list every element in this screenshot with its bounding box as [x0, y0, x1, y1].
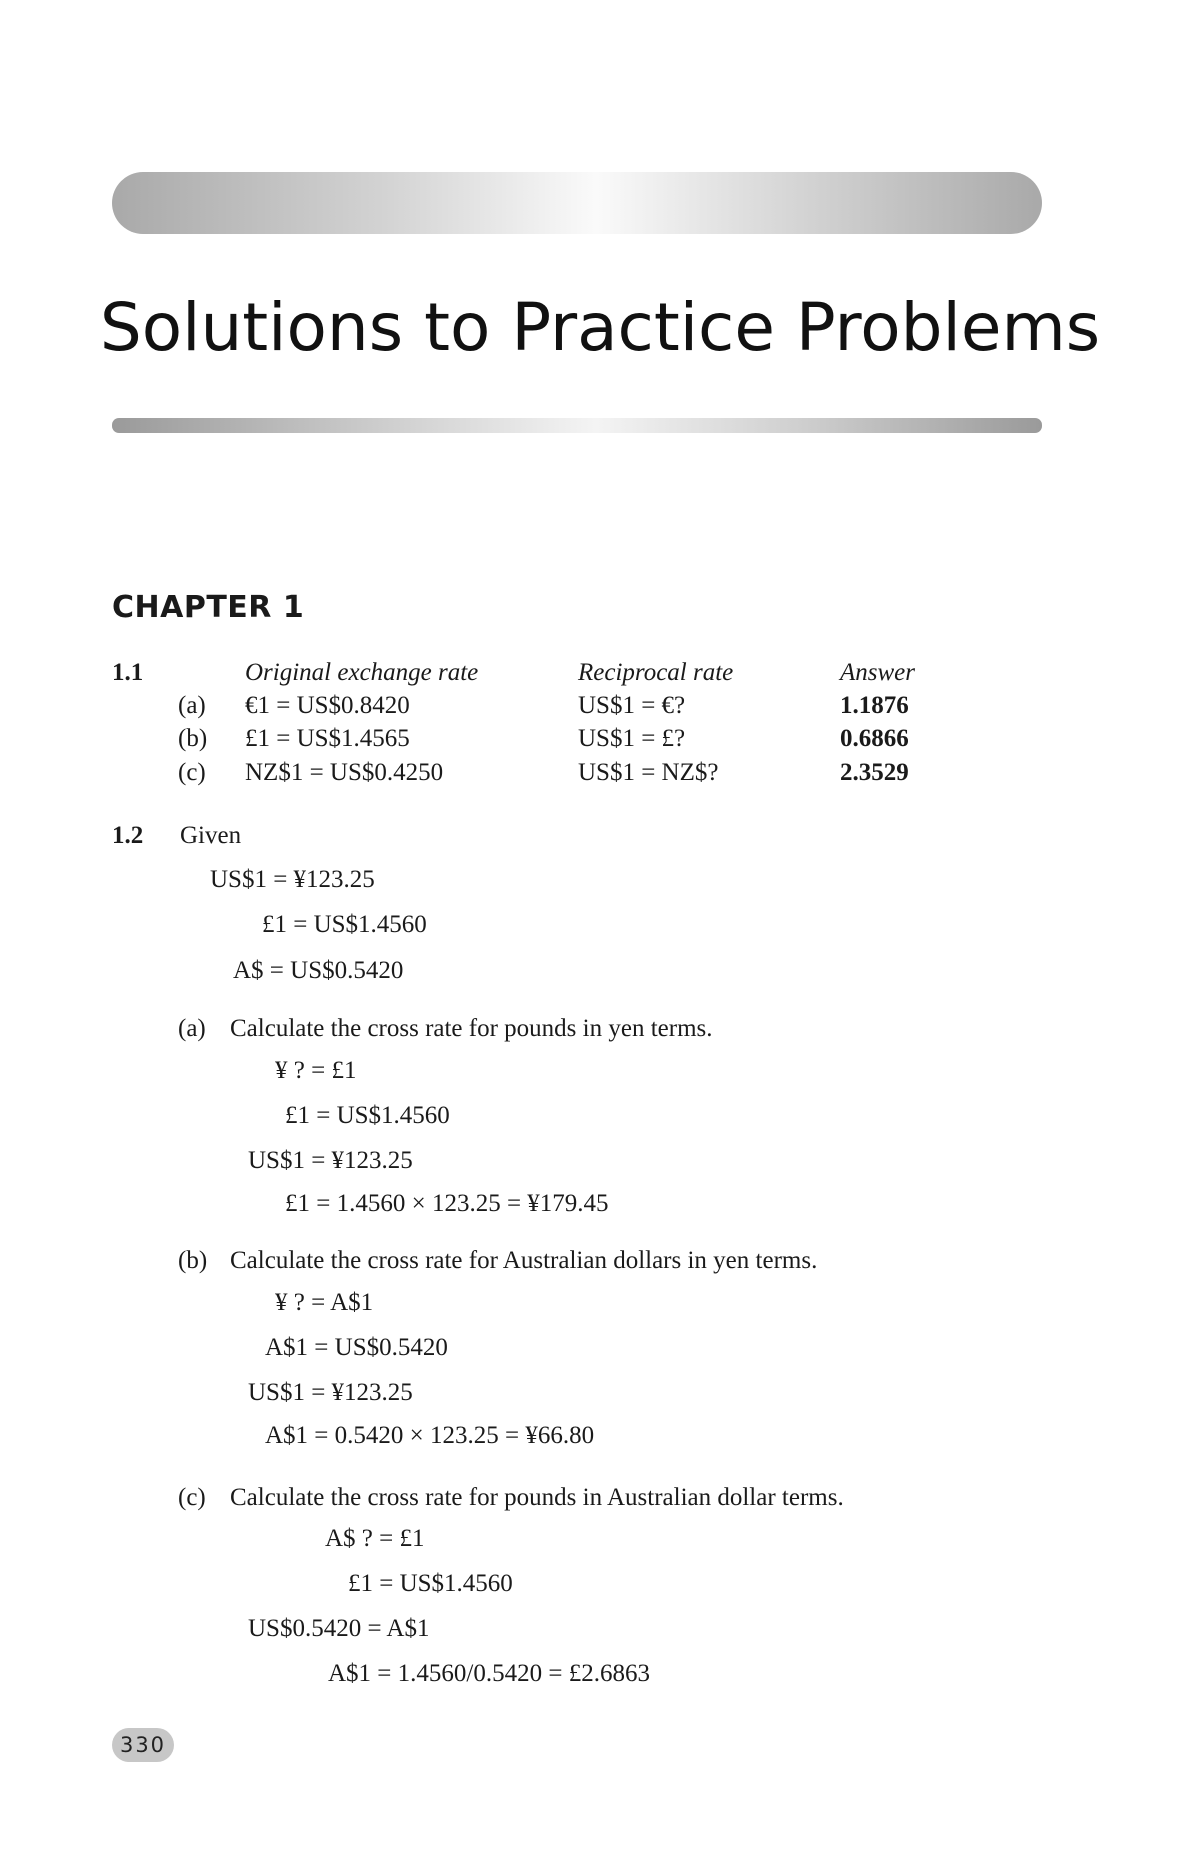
- given-rate: US$1 = ¥123.25: [210, 866, 375, 893]
- working-line: A$1 = US$0.5420: [265, 1334, 448, 1361]
- working-line: US$0.5420 = A$1: [248, 1615, 430, 1642]
- given-rate: £1 = US$1.4560: [262, 911, 427, 938]
- page-title: Solutions to Practice Problems: [99, 289, 1101, 366]
- working-line-result: £1 = 1.4560 × 123.25 = ¥179.45: [285, 1190, 609, 1217]
- part-label: (b): [178, 1247, 208, 1274]
- part-question: Calculate the cross rate for pounds in Australian dollar terms.: [230, 1484, 844, 1511]
- working-line-result: A$1 = 0.5420 × 123.25 = ¥66.80: [265, 1422, 595, 1449]
- chapter-heading: CHAPTER 1: [112, 590, 305, 625]
- reciprocal-rate: US$1 = NZ$?: [578, 759, 719, 786]
- original-rate: £1 = US$1.4565: [245, 725, 410, 752]
- reciprocal-rate: US$1 = £?: [578, 725, 686, 752]
- answer-value: 0.6866: [840, 725, 909, 752]
- working-line-result: A$1 = 1.4560/0.5420 = £2.6863: [328, 1660, 650, 1687]
- part-label: (c): [178, 1484, 206, 1511]
- answer-value: 1.1876: [840, 692, 909, 719]
- given-label: Given: [180, 822, 242, 849]
- page-number: 330: [112, 1728, 174, 1762]
- row-label: (a): [178, 692, 206, 719]
- original-rate: €1 = US$0.8420: [245, 692, 410, 719]
- column-header-answer: Answer: [840, 659, 915, 686]
- problem-number: 1.1: [112, 659, 144, 686]
- part-label: (a): [178, 1015, 206, 1042]
- answer-value: 2.3529: [840, 759, 909, 786]
- given-rate: A$ = US$0.5420: [233, 957, 404, 984]
- working-line: A$ ? = £1: [325, 1525, 425, 1552]
- part-question: Calculate the cross rate for pounds in yen terms.: [230, 1015, 713, 1042]
- working-line: US$1 = ¥123.25: [248, 1147, 413, 1174]
- original-rate: NZ$1 = US$0.4250: [245, 759, 444, 786]
- row-label: (c): [178, 759, 206, 786]
- working-line: £1 = US$1.4560: [348, 1570, 513, 1597]
- working-line: ¥ ? = £1: [275, 1057, 357, 1084]
- row-label: (b): [178, 725, 208, 752]
- working-line: US$1 = ¥123.25: [248, 1379, 413, 1406]
- column-header-reciprocal: Reciprocal rate: [578, 659, 734, 686]
- working-line: £1 = US$1.4560: [285, 1102, 450, 1129]
- reciprocal-rate: US$1 = €?: [578, 692, 686, 719]
- column-header-original: Original exchange rate: [245, 659, 479, 686]
- working-line: ¥ ? = A$1: [275, 1289, 374, 1316]
- title-underline-bar: [112, 418, 1042, 433]
- problem-number: 1.2: [112, 822, 144, 849]
- header-decorative-bar: [112, 172, 1042, 234]
- part-question: Calculate the cross rate for Australian dollars in yen terms.: [230, 1247, 818, 1274]
